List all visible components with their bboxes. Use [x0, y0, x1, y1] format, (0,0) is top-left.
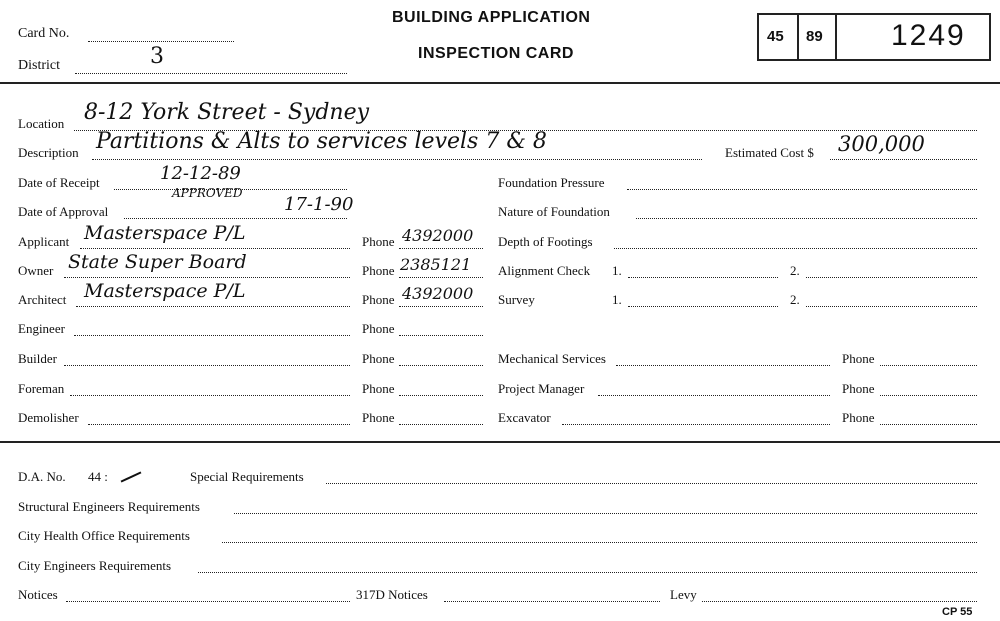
date-approval-line[interactable] [124, 218, 347, 219]
title-line2: INSPECTION CARD [418, 45, 574, 62]
city-engineers-line[interactable] [198, 572, 977, 573]
nature-foundation-line[interactable] [636, 218, 977, 219]
builder-label: Builder [18, 351, 57, 366]
form-code: CP 55 [942, 606, 973, 618]
estimated-cost-line[interactable] [830, 159, 977, 160]
card-no-line[interactable] [88, 41, 234, 42]
alignment-1-line[interactable] [628, 277, 778, 278]
alignment-2-label: 2. [790, 263, 800, 278]
owner-line[interactable] [64, 277, 350, 278]
description-line[interactable] [92, 159, 702, 160]
survey-2-label: 2. [790, 292, 800, 307]
alignment-2-line[interactable] [806, 277, 977, 278]
architect-label: Architect [18, 292, 67, 307]
engineer-phone-label: Phone [362, 321, 395, 336]
foundation-pressure-line[interactable] [627, 189, 977, 190]
applicant-label: Applicant [18, 234, 70, 249]
health-label: City Health Office Requirements [18, 528, 190, 543]
district-value: 3 [150, 44, 164, 69]
city-engineers-label: City Engineers Requirements [18, 558, 172, 573]
header-rule [0, 82, 1000, 84]
mechanical-phone-label: Phone [842, 351, 875, 366]
foreman-line[interactable] [70, 395, 350, 396]
demolisher-line[interactable] [88, 424, 350, 425]
foreman-label: Foreman [18, 381, 65, 396]
foundation-pressure-label: Foundation Pressure [498, 175, 605, 190]
survey-1-line[interactable] [628, 306, 778, 307]
district-line[interactable] [75, 73, 347, 74]
depth-footings-line[interactable] [614, 248, 977, 249]
excavator-phone-line[interactable] [880, 424, 977, 425]
health-line[interactable] [222, 542, 977, 543]
notices-317d-line[interactable] [444, 601, 660, 602]
structural-line[interactable] [234, 513, 977, 514]
engineer-phone-line[interactable] [399, 335, 483, 336]
architect-value: Masterspace P/L [84, 280, 246, 302]
architect-phone-line[interactable] [399, 306, 483, 307]
da-no-label: D.A. No. [18, 469, 66, 484]
excavator-label: Excavator [498, 410, 551, 425]
date-approval-value: 17-1-90 [284, 194, 354, 215]
structural-label: Structural Engineers Requirements [18, 499, 200, 514]
special-requirements-line[interactable] [326, 483, 977, 484]
project-manager-line[interactable] [598, 395, 830, 396]
mechanical-label: Mechanical Services [498, 351, 606, 366]
project-manager-phone-label: Phone [842, 381, 875, 396]
applicant-phone: 4392000 [402, 226, 474, 245]
title-line1: BUILDING APPLICATION [392, 9, 591, 26]
foreman-phone-label: Phone [362, 381, 395, 396]
architect-line[interactable] [76, 306, 350, 307]
owner-label: Owner [18, 263, 54, 278]
levy-label: Levy [670, 587, 697, 602]
builder-phone-label: Phone [362, 351, 395, 366]
owner-phone-label: Phone [362, 263, 395, 278]
approved-stamp: APPROVED [172, 186, 243, 200]
demolisher-phone-line[interactable] [399, 424, 483, 425]
district-label: District [18, 58, 60, 73]
mechanical-phone-line[interactable] [880, 365, 977, 366]
owner-value: State Super Board [68, 251, 247, 273]
notices-317d-label: 317D Notices [356, 587, 428, 602]
builder-phone-line[interactable] [399, 365, 483, 366]
survey-1-label: 1. [612, 292, 622, 307]
description-label: Description [18, 145, 79, 160]
estimated-cost-value: 300,000 [838, 132, 925, 156]
survey-label: Survey [498, 292, 535, 307]
card-number-box [757, 13, 991, 61]
location-label: Location [18, 116, 65, 131]
card-no-label: Card No. [18, 26, 70, 41]
alignment-1-label: 1. [612, 263, 622, 278]
description-value: Partitions & Alts to services levels 7 & 8 [96, 129, 547, 154]
date-receipt-value: 12-12-89 [160, 163, 241, 184]
estimated-cost-label: Estimated Cost $ [725, 145, 814, 160]
excavator-phone-label: Phone [842, 410, 875, 425]
levy-line[interactable] [702, 601, 977, 602]
depth-footings-label: Depth of Footings [498, 234, 593, 249]
project-manager-phone-line[interactable] [880, 395, 977, 396]
special-requirements-label: Special Requirements [190, 469, 304, 484]
foreman-phone-line[interactable] [399, 395, 483, 396]
applicant-phone-line[interactable] [399, 248, 483, 249]
engineer-line[interactable] [74, 335, 350, 336]
middle-rule [0, 441, 1000, 443]
notices-label: Notices [18, 587, 58, 602]
survey-2-line[interactable] [806, 306, 977, 307]
da-slash-mark [121, 471, 142, 482]
excavator-line[interactable] [562, 424, 830, 425]
applicant-phone-label: Phone [362, 234, 395, 249]
card-number: 1249 [891, 19, 966, 52]
da-no-value: 44 : [88, 469, 108, 484]
date-approval-label: Date of Approval [18, 204, 109, 219]
alignment-check-label: Alignment Check [498, 263, 591, 278]
applicant-value: Masterspace P/L [84, 222, 246, 244]
box-b: 89 [806, 28, 823, 45]
architect-phone-label: Phone [362, 292, 395, 307]
applicant-line[interactable] [80, 248, 350, 249]
owner-phone-line[interactable] [399, 277, 483, 278]
architect-phone: 4392000 [402, 284, 474, 303]
builder-line[interactable] [64, 365, 350, 366]
demolisher-phone-label: Phone [362, 410, 395, 425]
date-receipt-label: Date of Receipt [18, 175, 100, 190]
nature-foundation-label: Nature of Foundation [498, 204, 610, 219]
demolisher-label: Demolisher [18, 410, 79, 425]
mechanical-line[interactable] [616, 365, 830, 366]
notices-line[interactable] [66, 601, 350, 602]
location-value: 8-12 York Street - Sydney [84, 100, 370, 125]
project-manager-label: Project Manager [498, 381, 585, 396]
engineer-label: Engineer [18, 321, 65, 336]
box-a: 45 [767, 28, 784, 45]
owner-phone: 2385121 [400, 255, 472, 274]
